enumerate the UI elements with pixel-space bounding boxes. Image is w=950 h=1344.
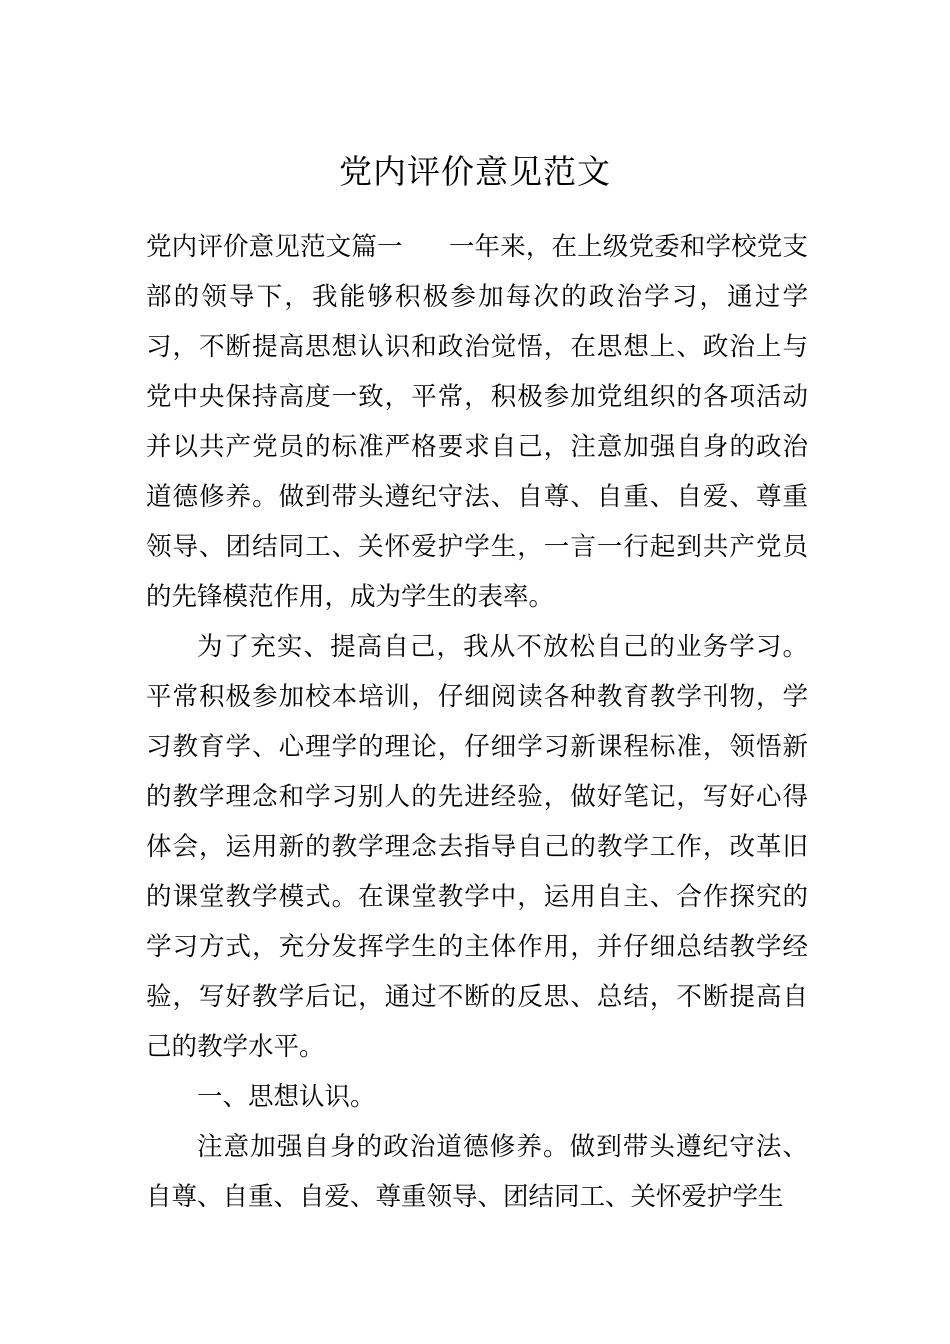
section-heading: 党内评价意见范文篇一 (146, 232, 403, 262)
document-body (146, 222, 808, 1222)
document-title: 党内评价意见范文 (339, 152, 611, 192)
paragraph-1 (146, 222, 808, 622)
paragraph-4: 注意加强自身的政治道德修养。做到带头遵纪守法、自尊、自重、自爱、尊重领导、团结同工、关怀爱护学生 (146, 1132, 808, 1212)
paragraph-2: 为了充实、提高自己，我从不放松自己的业务学习。平常积极参加校本培训，仔细阅读各种教育教学刊物，学习教育学、心理学的理论，仔细学习新课程标准，领悟新的教学理念和学习别人的先进经验，做好笔记，写好心得体会，运用新的教学理念去指导自己的教学工作，改革旧的课堂教学模式。在课堂教学中，运用自主、合作探究的学习方式，充分发挥学生的主体作用，并仔细总结教学经验，写好教学后记，通过不断的反思、总结，不断提高自己的教学水平。 (146, 632, 808, 1062)
paragraph-3: 一、思想认识。 (197, 1082, 376, 1112)
paragraph-1-text: 一年来，在上级党委和学校党支部的领导下，我能够积极参加每次的政治学习，通过学习，不断提高思想认识和政治觉悟，在思想上、政治上与党中央保持高度一致，平常，积极参加党组织的各项活动并以共产党员的标准严格要求自己，注意加强自身的政治道德修养。做到带头遵纪守法、自尊、自重、自爱、尊重领导、团结同工、关怀爱护学生，一言一行起到共产党员的先锋模范作用，成为学生的表率。 (146, 232, 808, 612)
